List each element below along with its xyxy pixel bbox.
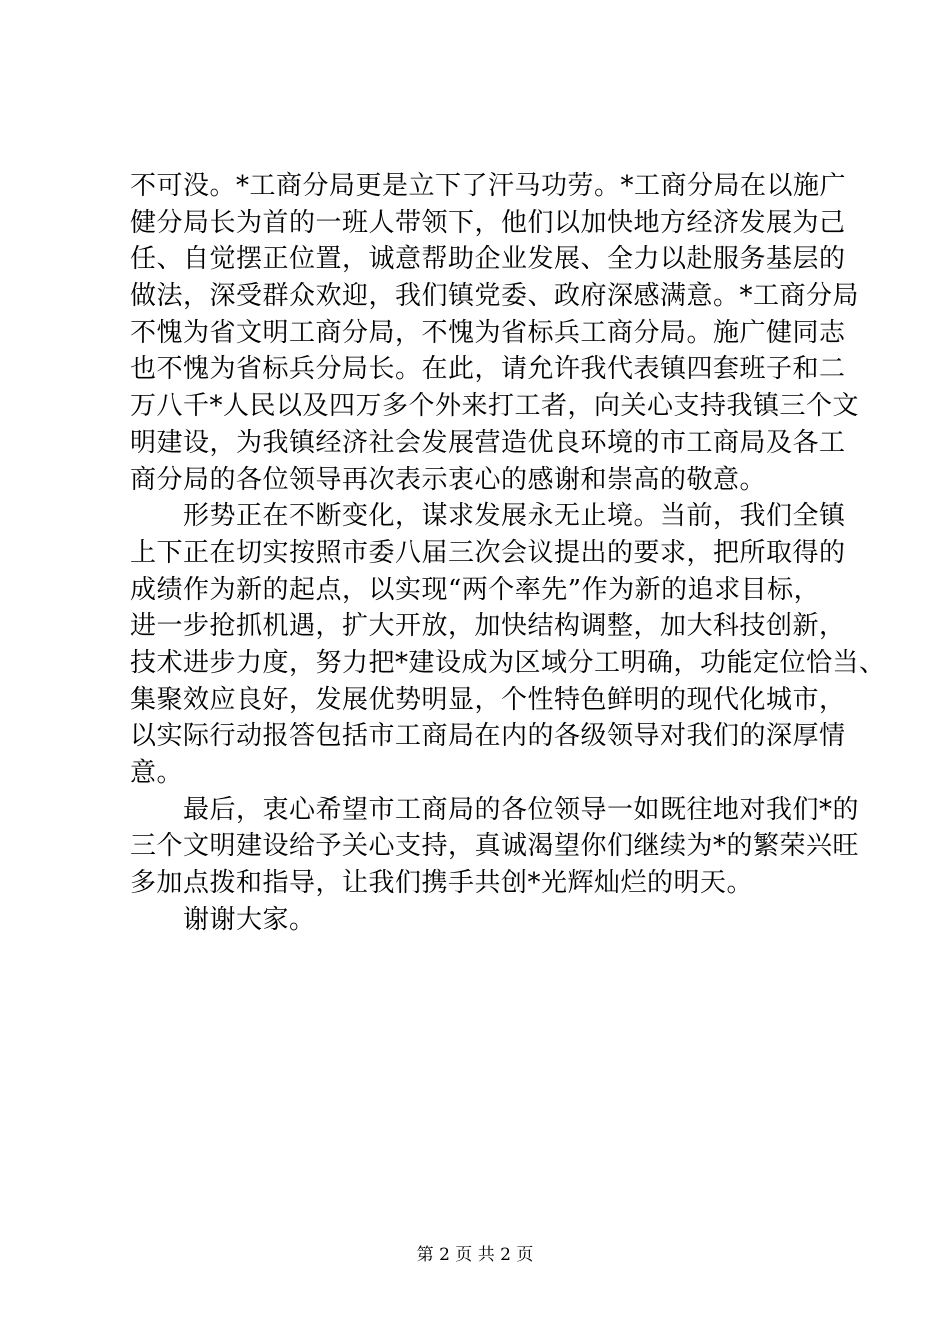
text-line: 技术进步力度，努力把*建设成为区域分工明确，功能定位恰当、 xyxy=(130,647,886,678)
text-line: 形势正在不断变化，谋求发展永无止境。当前，我们全镇 xyxy=(130,501,846,532)
text-line: 不可没。*工商分局更是立下了汗马功劳。*工商分局在以施广 xyxy=(130,171,847,201)
text-line: 商分局的各位领导再次表示衷心的感谢和崇高的敬意。 xyxy=(130,464,767,495)
text-line: 成绩作为新的起点，以实现“两个率先”作为新的追求目标， xyxy=(130,574,821,605)
text-line: 不愧为省文明工商分局，不愧为省标兵工商分局。施广健同志 xyxy=(130,317,846,348)
text-line: 以实际行动报答包括市工商局在内的各级领导对我们的深厚情 xyxy=(130,721,846,752)
text-line: 健分局长为首的一班人带领下，他们以加快地方经济发展为己 xyxy=(130,207,846,238)
text-line: 上下正在切实按照市委八届三次会议提出的要求，把所取得的 xyxy=(130,537,846,568)
text-line: 多加点拨和指导，让我们携手共创*光辉灿烂的明天。 xyxy=(130,868,754,899)
text-line: 最后，衷心希望市工商局的各位领导一如既往地对我们*的 xyxy=(130,794,860,825)
text-line: 三个文明建设给予关心支持，真诚渴望你们继续为*的繁荣兴旺 xyxy=(130,831,860,862)
page-number-footer: 第 2 页 共 2 页 xyxy=(416,1245,534,1265)
text-line: 意。 xyxy=(130,758,184,788)
document-body xyxy=(130,168,886,938)
text-line: 集聚效应良好，发展优势明显，个性特色鲜明的现代化城市， xyxy=(130,684,846,715)
text-line: 做法，深受群众欢迎，我们镇党委、政府深感满意。*工商分局 xyxy=(130,281,860,312)
text-line: 进一步抢抓机遇，扩大开放，加快结构调整，加大科技创新， xyxy=(130,611,846,642)
text-line: 任、自觉摆正位置，诚意帮助企业发展、全力以赴服务基层的 xyxy=(130,244,846,275)
text-line: 也不愧为省标兵分局长。在此，请允许我代表镇四套班子和二 xyxy=(130,354,846,385)
text-line: 万八千*人民以及四万多个外来打工者，向关心支持我镇三个文 xyxy=(130,391,860,422)
text-line: 谢谢大家。 xyxy=(130,904,316,935)
text-line: 明建设，为我镇经济社会发展营造优良环境的市工商局及各工 xyxy=(130,427,846,458)
